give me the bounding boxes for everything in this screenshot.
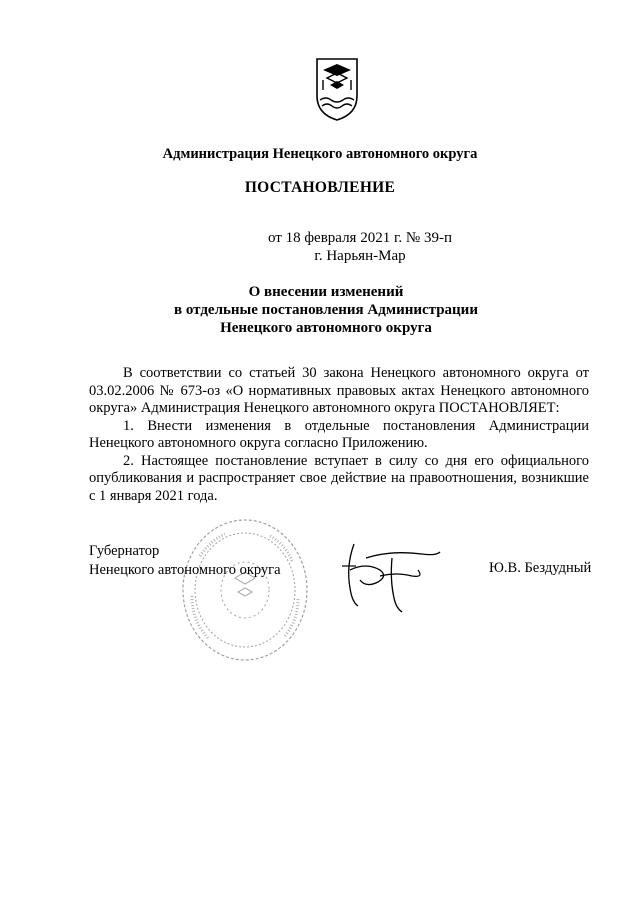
official-seal-stamp (180, 516, 310, 664)
position-line-2: Ненецкого автономного округа (89, 561, 281, 578)
organization-name: Администрация Ненецкого автономного округа (162, 146, 478, 162)
item-1-paragraph: 1. Внести изменения в отдельные постановления Администрации Ненецкого автономного округа согласно Приложению. (89, 417, 589, 451)
document-title (6, 283, 640, 337)
preamble-paragraph: В соответствии со статьей 30 закона Ненецкого автономного округа от 03.02.2006 № 673-оз «О нормативных правовых актах Ненецкого автономного округа» Администрация Ненецкого автономного округа ПОСТАНОВЛЯЕТ: (89, 365, 589, 416)
document-type: ПОСТАНОВЛЕНИЕ (244, 179, 396, 196)
title-line-3: Ненецкого автономного округа (220, 320, 432, 336)
item-2-paragraph: 2. Настоящее постановление вступает в силу со дня его официального опубликования и распространяет свое действие на правоотношения, возникшие с 1 января 2021 года. (89, 452, 589, 504)
date-and-number: от 18 февраля 2021 г. № 39-п (267, 230, 453, 246)
signatory-position (89, 542, 281, 579)
place-of-issue: г. Нарьян-Мар (314, 248, 406, 264)
handwritten-signature (336, 536, 446, 616)
document-body (89, 365, 589, 505)
signatory-name: Ю.В. Бездудный (489, 560, 592, 576)
title-line-1: О внесении изменений (248, 284, 404, 300)
coat-of-arms-icon (314, 56, 360, 122)
position-line-1: Губернатор (89, 543, 160, 559)
title-line-2: в отдельные постановления Администрации (174, 302, 478, 318)
